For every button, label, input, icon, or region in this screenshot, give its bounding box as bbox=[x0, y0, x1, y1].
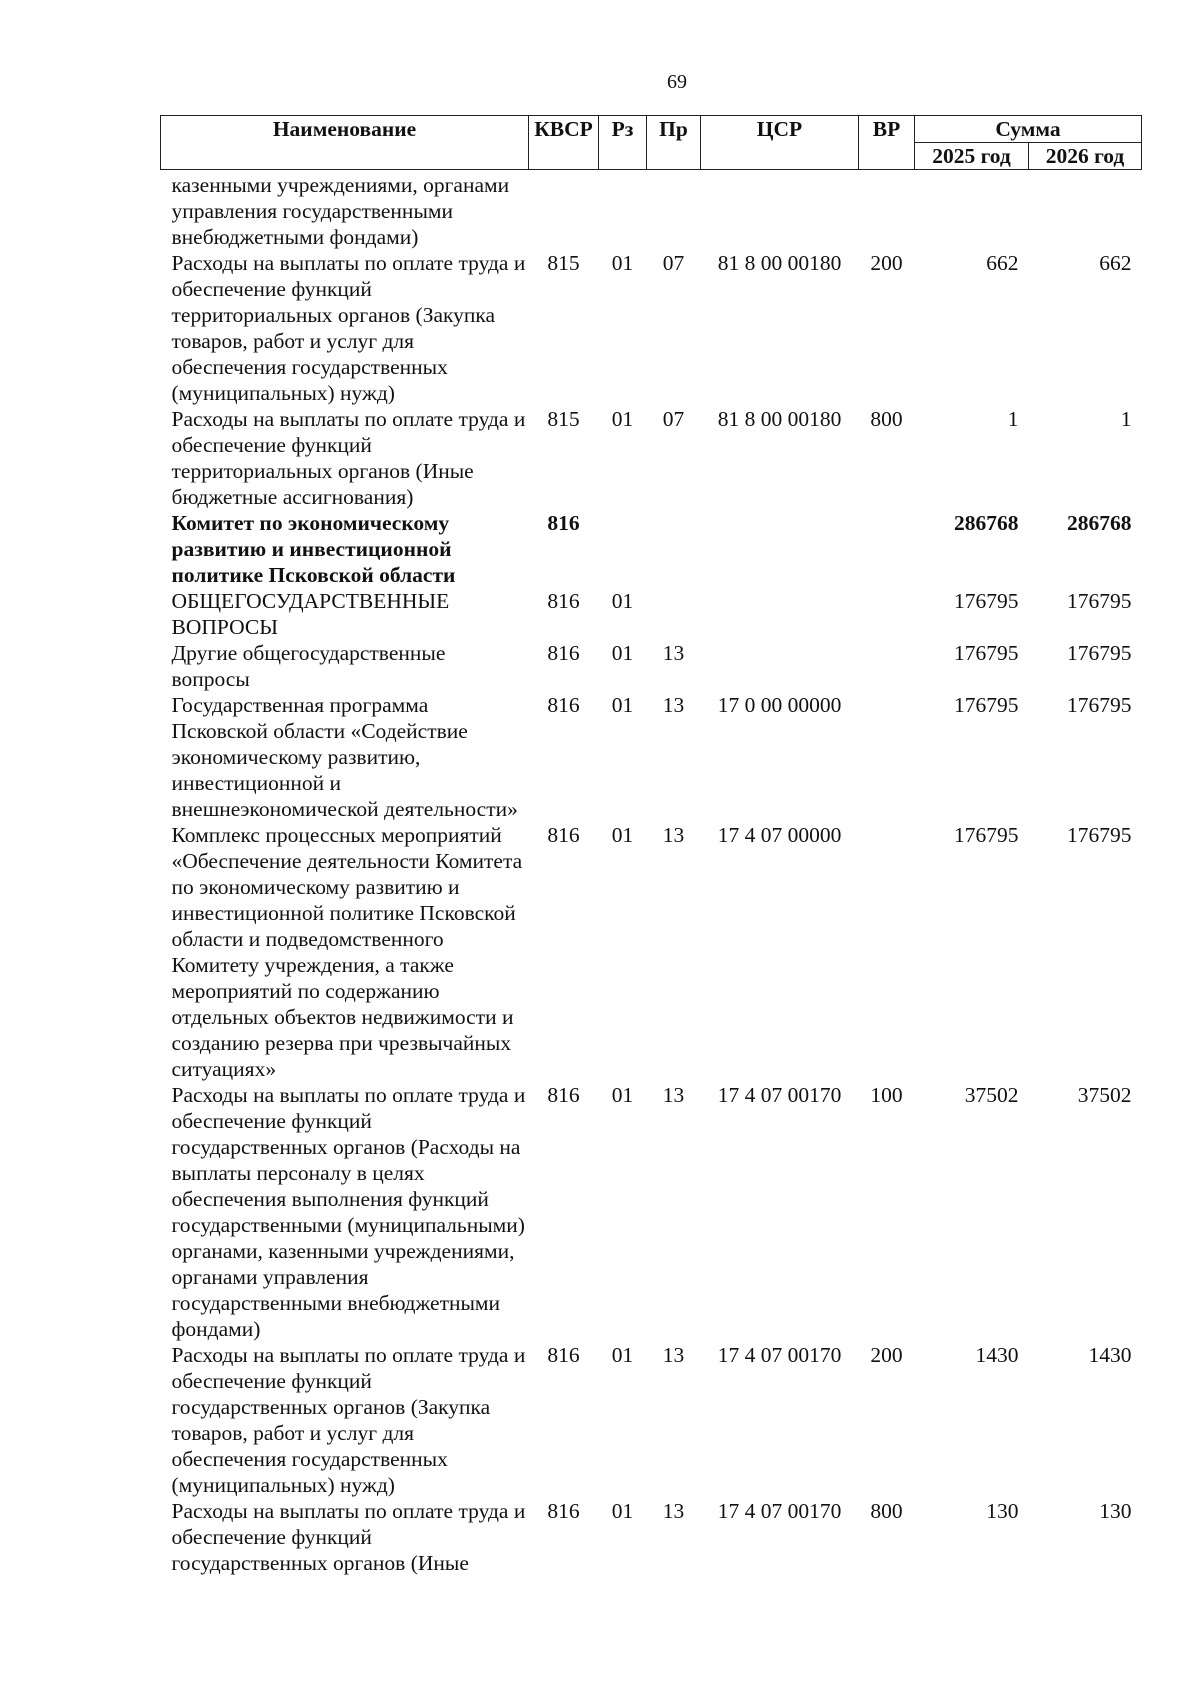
cell-name: Комплекс процессных мероприятий «Обеспечение деятельности Комитета по экономическому развитию и инвестиционной политике Псковской области и подведомственного Комитету учреждения, а также мероприятий по содержанию отдельных объектов недвижимости и созданию резерва при чрезвычайных ситуациях» bbox=[171, 823, 523, 1081]
cell-sum-2025: 176795 bbox=[954, 641, 1019, 665]
cell-csr bbox=[701, 510, 859, 588]
cell-csr: 81 8 00 00180 bbox=[717, 251, 842, 275]
cell-sum-2026: 286768 bbox=[1067, 511, 1132, 535]
cell-kvsr: 816 bbox=[547, 823, 580, 847]
cell-vr bbox=[859, 588, 915, 640]
cell-csr: 81 8 00 00180 bbox=[717, 407, 842, 431]
header-pr: Пр bbox=[647, 116, 701, 170]
cell-name: ОБЩЕГОСУДАРСТВЕННЫЕ ВОПРОСЫ bbox=[171, 589, 450, 639]
table-row bbox=[161, 510, 1142, 588]
cell-rz: 01 bbox=[611, 1083, 634, 1107]
page-number: 69 bbox=[667, 71, 687, 93]
cell-pr: 13 bbox=[662, 823, 685, 847]
header-name: Наименование bbox=[161, 116, 529, 170]
cell-pr: 07 bbox=[662, 251, 685, 275]
cell-name: Расходы на выплаты по оплате труда и обеспечение функций территориальных органов (Иные бюджетные ассигнования) bbox=[171, 407, 526, 509]
cell-sum-2025: 176795 bbox=[954, 823, 1019, 847]
cell-sum-2025: 286768 bbox=[954, 511, 1019, 535]
table-row bbox=[161, 822, 1142, 1082]
header-vr: ВР bbox=[859, 116, 915, 170]
cell-pr: 13 bbox=[662, 1499, 685, 1523]
cell-rz: 01 bbox=[611, 1343, 634, 1367]
cell-pr bbox=[647, 588, 701, 640]
cell-csr bbox=[701, 588, 859, 640]
cell-name: Расходы на выплаты по оплате труда и обеспечение функций государственных органов (Закупка товаров, работ и услуг для обеспечения государственных (муниципальных) нужд) bbox=[171, 1343, 526, 1497]
cell-pr: 13 bbox=[662, 693, 685, 717]
cell-csr: 17 4 07 00170 bbox=[717, 1343, 842, 1367]
table-row bbox=[161, 406, 1142, 510]
cell-sum-2026: 176795 bbox=[1067, 693, 1132, 717]
cell-name: казенными учреждениями, органами управления государственными внебюджетными фондами) bbox=[171, 173, 510, 249]
cell-kvsr bbox=[529, 170, 599, 251]
cell-pr: 13 bbox=[662, 641, 685, 665]
cell-kvsr: 816 bbox=[547, 1083, 580, 1107]
cell-vr: 200 bbox=[870, 251, 903, 275]
cell-csr bbox=[701, 640, 859, 692]
cell-pr: 13 bbox=[662, 1083, 685, 1107]
table-header bbox=[161, 116, 1142, 170]
cell-vr: 800 bbox=[870, 1499, 903, 1523]
cell-pr: 13 bbox=[662, 1343, 685, 1367]
cell-pr bbox=[647, 510, 701, 588]
cell-csr: 17 0 00 00000 bbox=[717, 693, 842, 717]
cell-vr: 200 bbox=[870, 1343, 903, 1367]
cell-vr bbox=[859, 510, 915, 588]
table-row bbox=[161, 692, 1142, 822]
cell-sum-2025 bbox=[915, 170, 1029, 251]
header-sum: Сумма bbox=[915, 116, 1142, 143]
cell-kvsr: 816 bbox=[547, 511, 580, 535]
cell-rz: 01 bbox=[611, 251, 634, 275]
table-row bbox=[161, 588, 1142, 640]
table-row bbox=[161, 1498, 1142, 1576]
cell-name: Другие общегосударственные вопросы bbox=[171, 641, 446, 691]
header-year-2025: 2025 год bbox=[915, 143, 1029, 170]
cell-name: Расходы на выплаты по оплате труда и обеспечение функций территориальных органов (Закупка товаров, работ и услуг для обеспечения государственных (муниципальных) нужд) bbox=[171, 251, 526, 405]
cell-sum-2025: 662 bbox=[986, 251, 1019, 275]
cell-sum-2025: 37502 bbox=[964, 1083, 1019, 1107]
cell-kvsr: 815 bbox=[547, 407, 580, 431]
cell-sum-2026: 176795 bbox=[1067, 589, 1132, 613]
cell-sum-2025: 176795 bbox=[954, 693, 1019, 717]
cell-kvsr: 816 bbox=[547, 693, 580, 717]
table-body bbox=[161, 170, 1142, 1577]
cell-sum-2026: 1430 bbox=[1088, 1343, 1132, 1367]
cell-sum-2026: 662 bbox=[1099, 251, 1132, 275]
budget-table bbox=[160, 115, 1142, 1576]
cell-csr bbox=[701, 170, 859, 251]
table-row bbox=[161, 1342, 1142, 1498]
cell-sum-2026: 1 bbox=[1120, 407, 1132, 431]
cell-rz bbox=[599, 170, 647, 251]
cell-kvsr: 816 bbox=[547, 1499, 580, 1523]
cell-rz: 01 bbox=[611, 589, 634, 613]
cell-sum-2026: 176795 bbox=[1067, 641, 1132, 665]
cell-name: Расходы на выплаты по оплате труда и обеспечение функций государственных органов (Расходы на выплаты персоналу в целях обеспечения выполнения функций государственными (муниципальными) органами, казенными учреждениями, органами управления государственными внебюджетными фондами) bbox=[171, 1083, 526, 1341]
cell-sum-2026 bbox=[1029, 170, 1142, 251]
table-row bbox=[161, 250, 1142, 406]
cell-kvsr: 816 bbox=[547, 1343, 580, 1367]
cell-rz: 01 bbox=[611, 641, 634, 665]
cell-vr bbox=[859, 640, 915, 692]
cell-vr bbox=[859, 822, 915, 1082]
cell-vr bbox=[859, 692, 915, 822]
cell-kvsr: 815 bbox=[547, 251, 580, 275]
header-kvsr: КВСР bbox=[529, 116, 599, 170]
header-csr: ЦСР bbox=[701, 116, 859, 170]
cell-vr: 100 bbox=[870, 1083, 903, 1107]
cell-vr: 800 bbox=[870, 407, 903, 431]
cell-csr: 17 4 07 00170 bbox=[717, 1499, 842, 1523]
cell-rz: 01 bbox=[611, 407, 634, 431]
cell-csr: 17 4 07 00000 bbox=[717, 823, 842, 847]
table-row bbox=[161, 1082, 1142, 1342]
cell-name: Государственная программа Псковской области «Содействие экономическому развитию, инвестиционной и внешнеэкономической деятельности» bbox=[171, 693, 518, 821]
table-row bbox=[161, 170, 1142, 251]
cell-sum-2025: 1430 bbox=[975, 1343, 1019, 1367]
cell-vr bbox=[859, 170, 915, 251]
cell-sum-2025: 1 bbox=[1007, 407, 1019, 431]
cell-sum-2026: 37502 bbox=[1077, 1083, 1132, 1107]
cell-pr: 07 bbox=[662, 407, 685, 431]
cell-rz: 01 bbox=[611, 823, 634, 847]
cell-kvsr: 816 bbox=[547, 589, 580, 613]
cell-name: Расходы на выплаты по оплате труда и обеспечение функций государственных органов (Иные bbox=[171, 1499, 526, 1575]
table-row bbox=[161, 640, 1142, 692]
cell-sum-2025: 130 bbox=[986, 1499, 1019, 1523]
cell-rz: 01 bbox=[611, 1499, 634, 1523]
cell-sum-2026: 176795 bbox=[1067, 823, 1132, 847]
cell-name: Комитет по экономическому развитию и инвестиционной политике Псковской области bbox=[171, 511, 456, 587]
cell-kvsr: 816 bbox=[547, 641, 580, 665]
header-year-2026: 2026 год bbox=[1029, 143, 1142, 170]
cell-sum-2025: 176795 bbox=[954, 589, 1019, 613]
cell-rz bbox=[599, 510, 647, 588]
cell-rz: 01 bbox=[611, 693, 634, 717]
header-rz: Рз bbox=[599, 116, 647, 170]
cell-pr bbox=[647, 170, 701, 251]
cell-csr: 17 4 07 00170 bbox=[717, 1083, 842, 1107]
cell-sum-2026: 130 bbox=[1099, 1499, 1132, 1523]
